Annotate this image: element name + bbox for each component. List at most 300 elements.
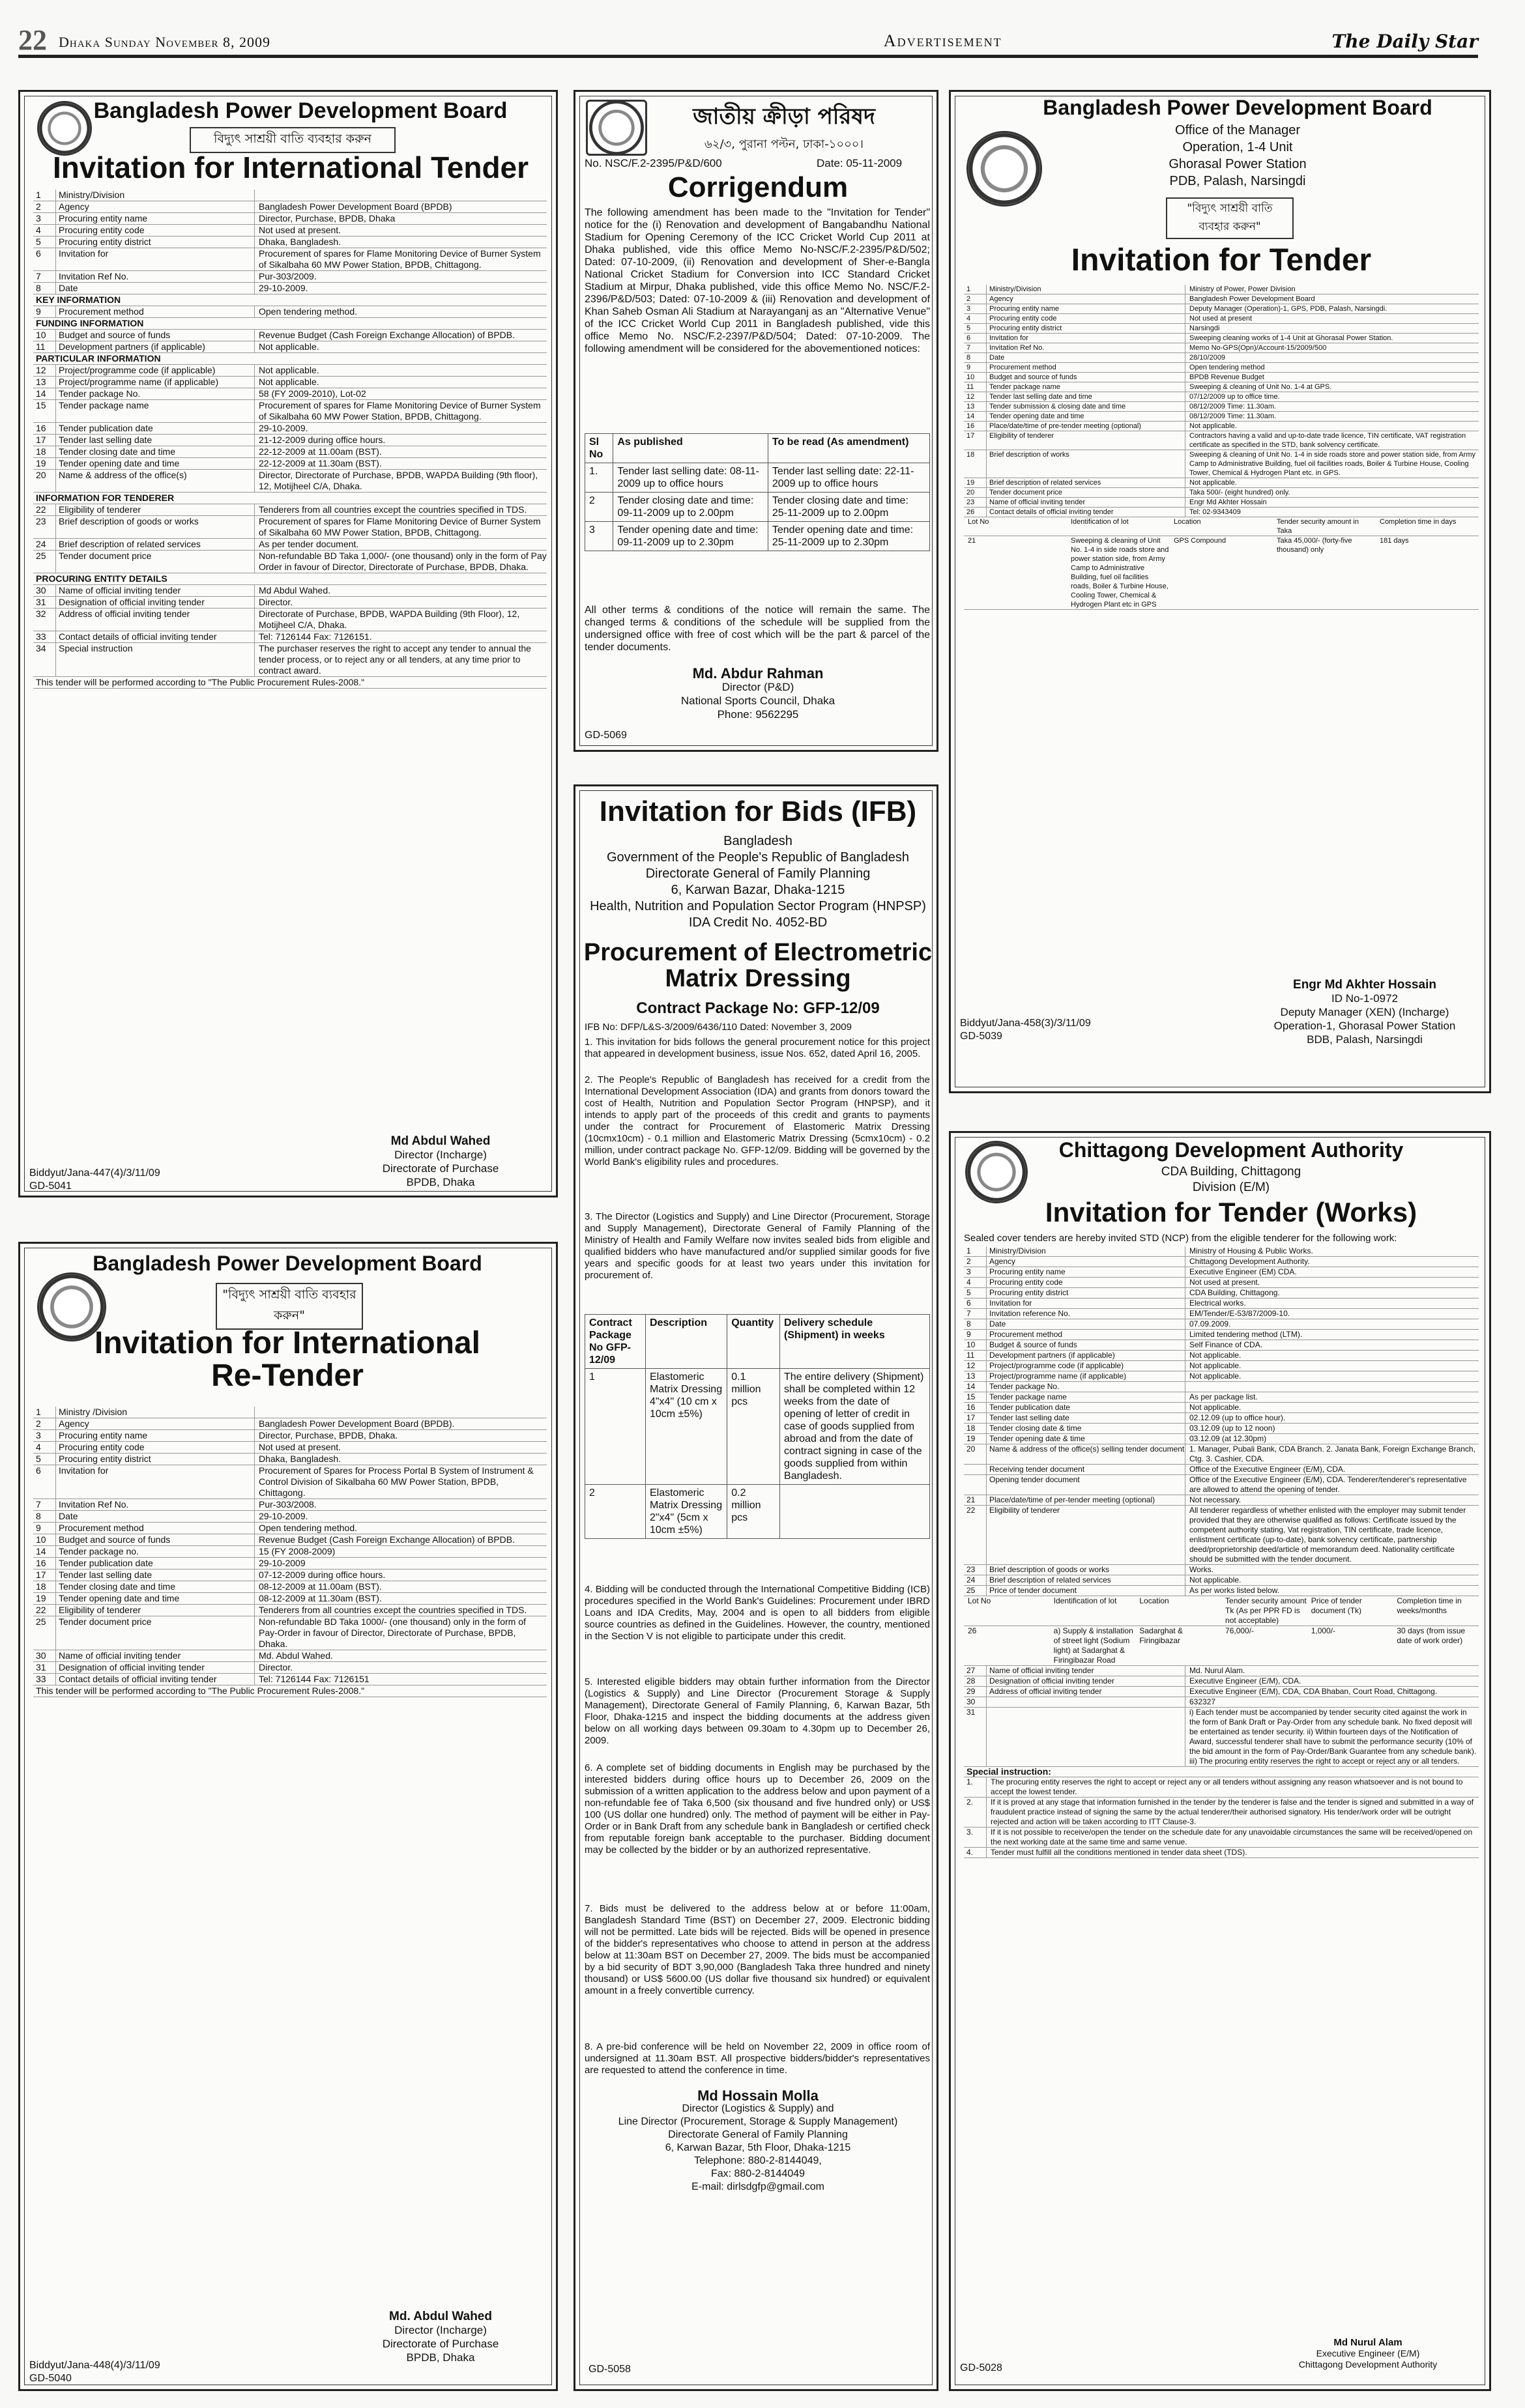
instruction-row	[964, 1798, 1479, 1828]
row-number: 4	[964, 314, 987, 323]
ifb-paragraph-8: 8. A pre-bid conference will be held on November 22, 2009 in office room of undersigned at 11.30am BST. All prospective bidders/bidder's representatives are requested to attend the conference in time.	[585, 2041, 930, 2076]
signatory-office: National Sports Council, Dhaka	[680, 695, 835, 707]
signatory-name: Md. Abdul Wahed	[389, 2310, 492, 2323]
section-heading: PROCURING ENTITY DETAILS	[33, 573, 547, 585]
footer-note: This tender will be performed according to "The Public Procurement Rules-2008."	[33, 1685, 547, 1697]
office-line1: CDA Building, Chittagong	[1161, 1165, 1301, 1179]
row-label: Procuring entity code	[987, 1278, 1185, 1287]
row-label: Tender package name	[987, 382, 1185, 392]
row-label: Invitation Ref No.	[987, 343, 1185, 352]
row-value: The purchaser reserves the right to accept any tender to annual the tender process, or to reject any or all tenders, at any time prior to contract award.	[259, 643, 531, 676]
table-row	[964, 1351, 1479, 1361]
table-row	[33, 1650, 547, 1662]
row-label: Eligibility of tenderer	[987, 431, 1185, 450]
row-number: 16	[33, 1558, 56, 1569]
row-value: Not used at present.	[1189, 1278, 1260, 1287]
row-number: 24	[33, 539, 56, 550]
ad-title-line2: Re-Tender	[211, 1358, 364, 1394]
row-label: Name of official inviting tender	[987, 1666, 1185, 1676]
row-label: Procuring entity code	[987, 314, 1185, 323]
goods-table	[585, 1314, 930, 1539]
row-number: 10	[33, 330, 56, 341]
row-label: Tender package name	[56, 400, 255, 422]
tender-info-table	[964, 1246, 1479, 1858]
row-label: Development partners (if applicable)	[56, 341, 255, 352]
table-row	[33, 435, 547, 446]
row-number: 4	[33, 225, 56, 236]
row-value: 08-12-2009 at 11.30am (BST).	[259, 1593, 382, 1603]
row-number: 13	[33, 377, 56, 388]
row-label: Name of official inviting tender	[56, 585, 255, 596]
table-row	[964, 1267, 1479, 1278]
directorate: Directorate General of Family Planning	[645, 867, 871, 881]
row-value: 632327	[1189, 1697, 1216, 1706]
table-row	[964, 353, 1479, 363]
ad-ref-code: Biddyut/Jana-458(3)/3/11/09	[960, 1018, 1091, 1029]
row-value: 29-10-2009.	[259, 423, 308, 433]
row-number: 6	[964, 1298, 987, 1308]
table-row	[964, 1676, 1479, 1687]
row-number: 14	[33, 1546, 56, 1557]
table-row	[964, 1413, 1479, 1424]
intro-line: Sealed cover tenders are hereby invited STD (NCP) from the eligible tenderer for the following work:	[964, 1233, 1397, 1244]
row-value: Bangladesh Power Development Board (BPDB)	[259, 201, 452, 212]
table-row	[33, 1418, 547, 1430]
row-label: Procuring entity district	[56, 1454, 255, 1465]
row-value: Non-refundable BD Taka 1,000/- (one thousand) only in the form of Pay Order in favour of Director, Directorate of Purchase, BPDB, Dhaka.	[259, 551, 547, 572]
row-value: Executive Engineer (E/M), CDA, CDA Bhaban, Court Road, Chittagong.	[1189, 1687, 1438, 1696]
tender-info-table	[33, 190, 547, 689]
corrigendum-footer: All other terms & conditions of the notice will remain the same. The changed terms & conditions of the schedule will be supplied from the undersigned office with free of cost which will be the part & parcel of the tender documents.	[585, 605, 930, 653]
row-number: 2	[964, 1257, 987, 1267]
row-number	[964, 1475, 987, 1495]
row-number: 28	[964, 1676, 987, 1686]
lot-column-header: Location	[1174, 518, 1201, 526]
row-label: Tender opening date & time	[987, 1434, 1185, 1444]
row-number: 18	[964, 450, 987, 478]
section-heading: Special instruction:	[964, 1767, 1479, 1777]
row-value: 15 (FY 2008-2009)	[259, 1546, 336, 1556]
row-number: 23	[964, 498, 987, 507]
row-value: 29-10-2009.	[259, 283, 308, 293]
row-label: Tender last selling date and time	[987, 392, 1185, 401]
org-name: Chittagong Development Authority	[1058, 1138, 1404, 1162]
table-row	[33, 1674, 547, 1685]
row-label	[987, 1697, 1185, 1707]
row-value: Md. Abdul Wahed.	[259, 1650, 333, 1661]
grid-header-cell: Contract Package No GFP-12/09	[585, 1315, 646, 1369]
signature-block	[615, 2089, 901, 2194]
row-value: Self Finance of CDA.	[1189, 1340, 1263, 1349]
signatory-fax: Fax: 880-2-8144049	[710, 2168, 806, 2179]
row-value: Sweeping & cleaning of Unit No. 1-4 at GPS.	[1189, 383, 1332, 391]
row-number: 19	[964, 1434, 987, 1444]
row-label: Procurement method	[987, 363, 1185, 372]
lot-header	[964, 517, 1479, 536]
row-value: 29-10-2009	[259, 1558, 306, 1568]
row-value: BPDB Revenue Budget	[1189, 373, 1264, 381]
row-label: Procuring entity code	[56, 1442, 255, 1453]
grid-cell: 2	[585, 1485, 646, 1539]
org-name: Bangladesh Power Development Board	[1043, 96, 1432, 119]
row-label: Name of official inviting tender	[56, 1650, 255, 1661]
row-number: 9	[964, 363, 987, 372]
row-label: Project/programme name (if applicable)	[987, 1371, 1185, 1381]
row-number: 1	[33, 190, 56, 201]
lot-column-header: Location	[1139, 1596, 1169, 1605]
grid-cell: 1	[585, 1369, 646, 1485]
instruction-number: 4.	[964, 1848, 987, 1857]
row-label: Tender opening date and time	[56, 458, 255, 469]
row-label: Budget and source of funds	[56, 1534, 255, 1545]
instruction-text: If it is proved at any stage that information furnished in the tender by the tenderer is false and the tender is signed and submitted in a way of fraudulent practice instead of signing the same by the actual tenderer/their authorised signatory. His tender/work order will be outright rejected and action will be taken according to ITT Clause-3.	[991, 1798, 1474, 1826]
row-label: Project/programme code (if applicable)	[56, 365, 255, 376]
lot-column-header: Tender security amount Tk (As per PPR FD is not acceptable)	[1225, 1596, 1307, 1625]
row-value: 08/12/2009 Time: 11.30am.	[1189, 403, 1277, 410]
row-label: Tender closing date & time	[987, 1424, 1185, 1433]
grid-cell: 3	[585, 522, 613, 551]
table-row	[33, 377, 547, 388]
ad-gd-number: GD-5041	[29, 1181, 72, 1192]
ad-title: Invitation for Tender (Works)	[1045, 1197, 1417, 1227]
table-row	[33, 1430, 547, 1442]
row-number: 17	[33, 1570, 56, 1581]
office-block	[1029, 122, 1446, 190]
table-row	[964, 1495, 1479, 1506]
row-label: Brief description of related services	[56, 539, 255, 550]
row-value: Works.	[1189, 1565, 1214, 1574]
table-row	[33, 1558, 547, 1570]
row-value: Not applicable.	[1189, 422, 1237, 430]
grid-header-cell: Quantity	[727, 1315, 780, 1369]
row-label: Budget and source of funds	[987, 373, 1185, 382]
row-label: Tender opening date and time	[987, 412, 1185, 421]
row-label: Procuring entity name	[56, 213, 255, 224]
row-number: 12	[33, 365, 56, 376]
row-value: Procurement of Spares for Process Portal B System of Instrument & Control Division of Sikalbaha 60 MW Power Station, BPDB, Chittagong.	[259, 1465, 534, 1498]
table-row	[964, 363, 1479, 373]
row-value: Engr Md Akhter Hossain	[1189, 498, 1267, 506]
row-label: Eligibility of tenderer	[987, 1506, 1185, 1564]
table-row	[964, 450, 1479, 478]
row-value: Tel: 7126144 Fax: 7126151	[259, 1674, 370, 1684]
signatory-title: Executive Engineer (E/M)	[1316, 2348, 1420, 2358]
instruction-number: 1.	[964, 1777, 987, 1797]
row-value: i) Each tender must be accompanied by tender security cited against the work in the form of Bank Draft or Pay-Order from any schedule bank. No fixed deposit will be entertained as tender security. ii) Within fourteen days of the Notification of Award, successful tenderer shall have to submit the performance security (10% of the bid amount in the form of Pay-Order/Bank Guarantee from any schedule bank). iii) The procuring entity reserves the right to accept or reject any or all tenders.	[1189, 1708, 1477, 1766]
signature-block	[333, 2310, 548, 2364]
row-value: Procurement of spares for Flame Monitoring Device of Burner System of Sikalbaha 60 MW Power Station, BPDB, Chittagong.	[259, 400, 541, 422]
row-value: Tenderers from all countries except the countries specified in TDS.	[259, 504, 527, 515]
table-row	[33, 551, 547, 573]
ad-reference	[960, 1017, 1091, 1043]
row-number: 19	[33, 458, 56, 469]
office-line3: Ghorasal Power Station	[1169, 157, 1307, 171]
row-number: 10	[964, 373, 987, 382]
org-name: Bangladesh Power Development Board	[93, 98, 508, 123]
row-label: Date	[987, 353, 1185, 362]
table-row	[964, 488, 1479, 498]
ad-title: Invitation for Bids (IFB)	[599, 796, 917, 827]
signature-block	[333, 1134, 548, 1189]
row-number: 33	[33, 1674, 56, 1685]
row-label: Procuring entity district	[987, 1288, 1185, 1298]
table-row	[33, 539, 547, 551]
org-name: Bangladesh Power Development Board	[93, 1252, 482, 1275]
lot-row	[964, 1626, 1479, 1666]
instruction-number: 3.	[964, 1828, 987, 1847]
table-row	[964, 1506, 1479, 1565]
table-row	[964, 285, 1479, 294]
row-value: Non-refundable BD Taka 1000/- (one thousand) only in the form of Pay-Order in favour of Director, Directorate of Purchase, BPDB, Dhaka.	[259, 1616, 526, 1649]
row-number: 7	[964, 343, 987, 352]
row-number: 26	[964, 508, 987, 517]
row-number: 9	[33, 1523, 56, 1534]
table-row	[964, 1565, 1479, 1575]
table-row	[964, 1444, 1479, 1465]
row-label: Special instruction	[56, 643, 255, 676]
grid-header-cell: Description	[645, 1315, 727, 1369]
table-row	[964, 1465, 1479, 1475]
row-number: 11	[964, 382, 987, 392]
row-value: Chittagong Development Authority.	[1189, 1257, 1310, 1266]
row-label: Tender document price	[56, 551, 255, 573]
signatory-office: Chittagong Development Authority	[1298, 2359, 1438, 2370]
row-value: Directorate of Purchase, BPDB, WAPDA Building (9th Floor), 12, Motijheel C/A, Dhaka.	[259, 609, 520, 630]
instruction-text: Tender must fulfill all the conditions mentioned in tender data sheet (TDS).	[991, 1848, 1247, 1857]
row-number: 23	[964, 1565, 987, 1575]
ad-title: Corrigendum	[667, 171, 849, 203]
row-number: 19	[964, 478, 987, 487]
row-value: Contractors having a valid and up-to-date trade licence, TIN certificate, VAT registration certificate as specified in the STD, bank solvency certificate.	[1189, 432, 1466, 449]
row-number: 4	[964, 1278, 987, 1287]
ifb-paragraph-3: 3. The Director (Logistics and Supply) and Line Director (Procurement, Storage and Supply Management), Directorate General of Family Planning of the Ministry of Health and Family Welfare now invites sealed bids from eligible and qualified bidders who have manufactured and/or supplied similar goods for five years and specific goods for at least two years under this invitation for procurement of.	[585, 1211, 930, 1281]
signatory-office: Directorate of Purchase	[382, 2338, 499, 2350]
office-block	[1029, 1164, 1433, 1196]
row-number: 2	[33, 1418, 56, 1429]
row-number: 32	[33, 609, 56, 631]
lot-cell: 181 days	[1380, 537, 1409, 545]
row-label: Budget & source of funds	[987, 1340, 1185, 1350]
row-value	[255, 190, 547, 201]
grid-cell: Tender last selling date: 08-11-2009 up to office hours	[613, 463, 768, 493]
table-row	[964, 392, 1479, 402]
row-value: Tel: 7126144 Fax: 7126151.	[259, 631, 372, 642]
lot-row	[964, 536, 1479, 610]
row-label: Tender publication date	[987, 1403, 1185, 1412]
table-row	[33, 504, 547, 516]
grid-header-row	[585, 1315, 930, 1369]
row-label: Date	[56, 1511, 255, 1522]
row-number: 10	[964, 1340, 987, 1350]
row-number: 8	[964, 1319, 987, 1329]
row-number: 3	[964, 304, 987, 313]
row-value: Not applicable.	[259, 341, 319, 352]
row-number: 8	[33, 283, 56, 294]
grid-cell: Tender last selling date: 22-11-2009 up to office hours	[768, 463, 929, 493]
row-label: Name of official inviting tender	[987, 498, 1185, 507]
row-label: Tender publication date	[56, 1558, 255, 1569]
row-value: CDA Building, Chittagong.	[1189, 1288, 1280, 1297]
table-row	[964, 1371, 1479, 1382]
row-number: 5	[33, 1454, 56, 1465]
org-address: ৬২/৩, পুরানা পল্টন, ঢাকা-১০০০।	[704, 137, 864, 151]
table-row	[33, 341, 547, 353]
row-number: 16	[964, 1403, 987, 1412]
table-row	[33, 458, 547, 470]
slogan-badge: "বিদ্যুৎ সাশ্রয়ী বাতি ব্যবহার করুন"	[216, 1283, 363, 1330]
row-number: 27	[964, 1666, 987, 1676]
table-row	[964, 1298, 1479, 1309]
office-line1: Office of the Manager	[1175, 123, 1300, 137]
grid-cell: Elastomeric Matrix Dressing 4"x4" (10 cm x 10cm ±5%)	[645, 1369, 727, 1485]
row-value: Narsingdi	[1189, 324, 1220, 332]
row-number: 11	[964, 1351, 987, 1360]
row-value: Not applicable.	[1189, 1403, 1242, 1412]
row-value: Not necessary.	[1189, 1495, 1242, 1504]
row-label: Place/date/time of pre-tender meeting (optional)	[987, 422, 1185, 431]
row-value: Tel: 02-9343409	[1189, 508, 1241, 516]
lot-header	[964, 1596, 1479, 1626]
grid-header-cell: Delivery schedule (Shipment) in weeks	[780, 1315, 930, 1369]
row-number: 25	[33, 551, 56, 573]
table-row	[964, 314, 1479, 324]
table-row	[33, 201, 547, 213]
grid-cell	[780, 1485, 930, 1539]
row-value: Dhaka, Bangladesh.	[259, 1454, 341, 1464]
row-value: Not applicable.	[1189, 1575, 1242, 1584]
nsc-logo-icon	[586, 100, 647, 156]
row-number: 8	[964, 353, 987, 362]
lot-cell: 30 days (from issue date of work order)	[1397, 1626, 1466, 1645]
table-row	[964, 402, 1479, 412]
lot-cell: 26	[968, 1626, 977, 1635]
row-value: Procurement of spares for Flame Monitoring Device of Burner System of Sikalbaha 60 MW Power Station, BPDB, Chittagong.	[259, 248, 541, 270]
row-number: 12	[964, 1361, 987, 1371]
row-number: 3	[33, 213, 56, 224]
row-value: Not applicable.	[259, 377, 319, 387]
row-value: As per package list.	[1189, 1392, 1258, 1401]
row-label: Tender package No.	[56, 388, 255, 399]
row-value: 22-12-2009 at 11.00am (BST).	[259, 446, 382, 457]
row-number: 17	[964, 431, 987, 450]
government: Government of the People's Republic of Bangladesh	[606, 850, 910, 865]
grid-table	[585, 433, 930, 551]
row-number: 25	[964, 1586, 987, 1596]
table-row	[964, 1382, 1479, 1392]
instruction-text: The procuring entity reserves the right to accept or reject any or all tenders without assigning any reason whatsoever and is not bound to accept the lowest tender.	[991, 1777, 1463, 1796]
table-row	[964, 343, 1479, 353]
table-row	[33, 1454, 547, 1465]
table-row	[964, 1278, 1479, 1288]
row-value: Not used at present	[1189, 315, 1253, 322]
row-value: Sweeping cleaning works of 1-4 Unit at Ghorasal Power Station.	[1189, 334, 1393, 342]
org-name: জাতীয় ক্রীড়া পরিষদ	[693, 104, 875, 130]
row-label: Budget and source of funds	[56, 330, 255, 341]
signatory-name: Engr Md Akhter Hossain	[1293, 978, 1436, 992]
ifb-paragraph-7: 7. Bids must be delivered to the address below at or before 11:00am, Bangladesh Standard Time (BST) on December 27, 2009. Electronic bidding will not be permitted. Late bids will be rejected. Bids will be opened in presence of the bidder's representatives who choose to attend in person at the address below at 11:30am BST on December 27, 2009. The bids must be accompanied by a bid security of BDT 3,90,000 (Bangladesh Taka three hundred and ninety thousand) or US$ 5600.00 (US dollar five thousand six hundred) or equivalent amount in a freely convertible currency.	[585, 1903, 930, 1996]
ad-title	[79, 1327, 496, 1393]
row-number: 16	[33, 423, 56, 434]
row-number: 9	[964, 1330, 987, 1340]
ad-reference	[29, 2359, 160, 2385]
ifb-paragraph-5: 5. Interested eligible bidders may obtain further information from the Director (Logistics & Supply) and Line Director (Procurement Storage & Supply Management), Directorate General of Family Planning, 6, Karwan Bazar, 5th Floor, Dhaka-1215 and inspect the bidding documents at the address given below on all working days between 09.30am to 4.30pm up to December 26, 2009.	[585, 1676, 930, 1746]
row-label: Price of tender document	[987, 1586, 1185, 1596]
section-heading: PARTICULAR INFORMATION	[33, 353, 547, 365]
table-row	[33, 1442, 547, 1454]
row-number: 19	[33, 1593, 56, 1604]
row-number: 14	[964, 1382, 987, 1392]
grid-cell: Tender opening date and time: 09-11-2009 up to 2.30pm	[613, 522, 768, 551]
grid-row	[585, 522, 930, 551]
table-row	[33, 1465, 547, 1499]
row-label: Designation of official inviting tender	[56, 597, 255, 608]
row-label: Invitation Ref No.	[56, 271, 255, 282]
signatory-office: Directorate of Purchase	[382, 1162, 499, 1175]
instruction-row	[964, 1848, 1479, 1858]
row-label: Tender closing date and time	[56, 1581, 255, 1592]
row-label: Tender closing date and time	[56, 446, 255, 457]
ad-title: Invitation for International Tender	[52, 150, 529, 184]
row-label: Agency	[987, 294, 1185, 304]
row-value: Bangladesh Power Development Board (BPDB).	[259, 1418, 455, 1429]
ad-ghorasal-tender	[949, 90, 1491, 1093]
table-row	[33, 1407, 547, 1418]
row-value: Not applicable.	[259, 365, 319, 375]
row-label: Procurement method	[56, 306, 255, 317]
row-label: Designation of official inviting tender	[56, 1662, 255, 1673]
row-label: Procuring entity name	[987, 304, 1185, 313]
row-value: 07.09.2009.	[1189, 1319, 1231, 1328]
row-label: Project/programme name (if applicable)	[56, 377, 255, 388]
row-value: All tenderer regardless of whether enlisted with the employer may submit tender provided that they are otherwise qualified as follows: Certificate issued by the competent authority stating, Vat registration, TIN certificate, trade licence, enlistment certificate (up-to-date), bank solvency certificate, partnership deed/proprietorship deed/article of memorandum deed. Nationality certificate should be submitted with the tender document.	[1189, 1506, 1466, 1564]
lot-cell: a) Supply & installation of street light (Sodium light) at Sadarghat & Firingibazar Road	[1053, 1626, 1133, 1665]
row-label: Tender last selling date	[56, 1570, 255, 1581]
row-number: 8	[33, 1511, 56, 1522]
signatory-title-2: Line Director (Procurement, Storage & Supply Management)	[618, 2116, 898, 2127]
row-label: Place/date/time of per-tender meeting (optional)	[987, 1495, 1185, 1505]
table-row	[964, 508, 1479, 517]
grid-header-row	[585, 434, 930, 463]
signatory-title: Director (Incharge)	[394, 1149, 487, 1161]
signatory-office: Operation-1, Ghorasal Power Station	[1273, 1020, 1456, 1032]
row-label: Ministry/Division	[56, 190, 255, 201]
table-row	[964, 1257, 1479, 1267]
row-value: Pur-303/2008.	[259, 1499, 317, 1510]
row-number: 22	[33, 1605, 56, 1616]
table-row	[33, 1616, 547, 1650]
row-value: Not applicable.	[1189, 1361, 1242, 1370]
signatory-title: Director (Incharge)	[394, 2324, 487, 2336]
row-label: Procuring entity district	[56, 236, 255, 248]
row-number: 31	[33, 1662, 56, 1673]
row-value: 29-10-2009.	[259, 1511, 308, 1521]
table-row	[33, 283, 547, 294]
lot-column-header: Completion time in days	[1380, 518, 1457, 526]
table-row	[33, 330, 547, 341]
row-value: Director.	[259, 597, 293, 607]
row-label: Designation of official inviting tender	[987, 1676, 1185, 1686]
lot-cell: 76,000/-	[1225, 1626, 1255, 1635]
row-number: 16	[964, 422, 987, 431]
page-number: 22	[18, 24, 47, 56]
lot-column-header: Identification of lot	[1053, 1596, 1117, 1605]
grid-cell: 0.1 million pcs	[727, 1369, 780, 1485]
lot-column-header: Tender security amount in Taka	[1277, 518, 1359, 535]
lot-column-header: Lot No	[968, 518, 989, 526]
row-label: Procuring entity code	[56, 225, 255, 236]
table-row	[33, 1546, 547, 1558]
row-value: 08-12-2009 at 11.00am (BST).	[259, 1581, 382, 1592]
